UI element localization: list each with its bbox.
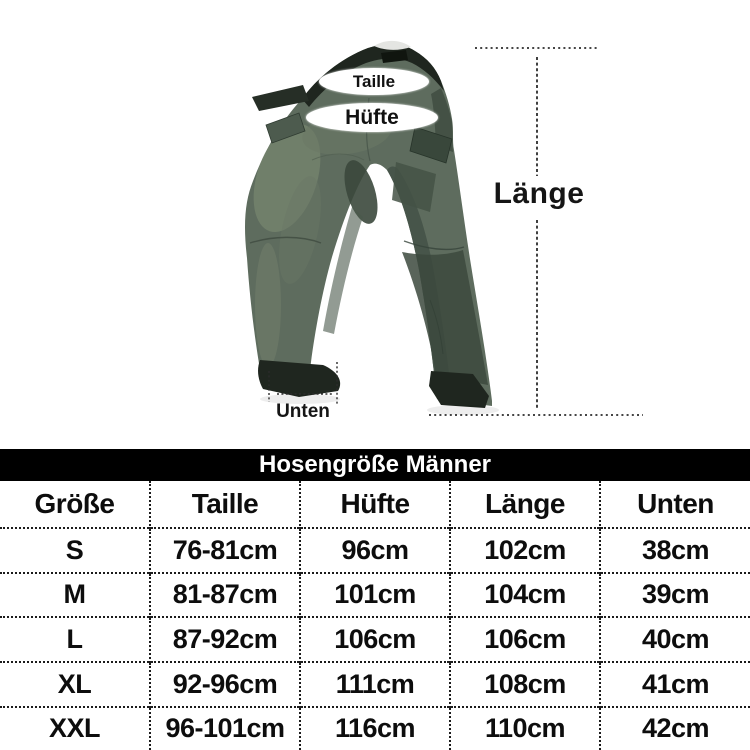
- value-cell: 41cm: [600, 662, 750, 707]
- table-title-banner: [0, 449, 750, 481]
- column-header-laenge: Länge: [450, 481, 600, 528]
- table-row-m: [0, 573, 750, 618]
- size-cell: L: [0, 617, 150, 662]
- size-cell: XXL: [0, 707, 150, 750]
- table-title: Hosengröße Männer: [258, 451, 492, 478]
- value-cell: 40cm: [600, 617, 750, 662]
- size-table-body: [0, 528, 750, 750]
- size-table-header: [0, 481, 750, 528]
- unten-label: Unten: [276, 401, 330, 422]
- huefte-callout: [306, 103, 438, 132]
- table-row-l: [0, 617, 750, 662]
- column-header-groesse: Größe: [34, 488, 115, 519]
- table-row-s: [0, 528, 750, 573]
- value-cell: 81-87cm: [150, 573, 300, 618]
- pants-drawing: [241, 41, 499, 415]
- size-cell: M: [0, 573, 150, 618]
- value-cell: 101cm: [300, 573, 450, 618]
- value-cell: 96-101cm: [150, 707, 300, 750]
- laenge-label: Länge: [493, 177, 585, 210]
- right-ground-shadow: [427, 405, 499, 415]
- value-cell: 102cm: [450, 528, 600, 573]
- value-cell: 38cm: [600, 528, 750, 573]
- value-cell: 96cm: [300, 528, 450, 573]
- value-cell: 87-92cm: [150, 617, 300, 662]
- value-cell: 42cm: [600, 707, 750, 750]
- value-cell: 39cm: [600, 573, 750, 618]
- shin-highlight: [255, 243, 281, 367]
- value-cell: 92-96cm: [150, 662, 300, 707]
- value-cell: 106cm: [450, 617, 600, 662]
- taille-label: Taille: [352, 71, 396, 91]
- column-header-taille: Taille: [150, 481, 300, 528]
- lower-leg-shadow: [402, 250, 488, 385]
- size-table: [0, 481, 750, 750]
- value-cell: 110cm: [450, 707, 600, 750]
- value-cell: 108cm: [450, 662, 600, 707]
- size-cell: XL: [0, 662, 150, 707]
- taille-callout: [319, 68, 429, 95]
- column-header-huefte: Hüfte: [300, 481, 450, 528]
- table-row-xl: [0, 662, 750, 707]
- huefte-label: Hüfte: [345, 105, 399, 129]
- value-cell: 76-81cm: [150, 528, 300, 573]
- value-cell: 111cm: [300, 662, 450, 707]
- value-cell: 106cm: [300, 617, 450, 662]
- table-row-xxl: [0, 707, 750, 750]
- value-cell: 116cm: [300, 707, 450, 750]
- column-header-unten: Unten: [600, 481, 750, 528]
- left-hem-cuff: [258, 360, 340, 397]
- value-cell: 104cm: [450, 573, 600, 618]
- header-row: [0, 481, 750, 528]
- size-cell: S: [0, 528, 150, 573]
